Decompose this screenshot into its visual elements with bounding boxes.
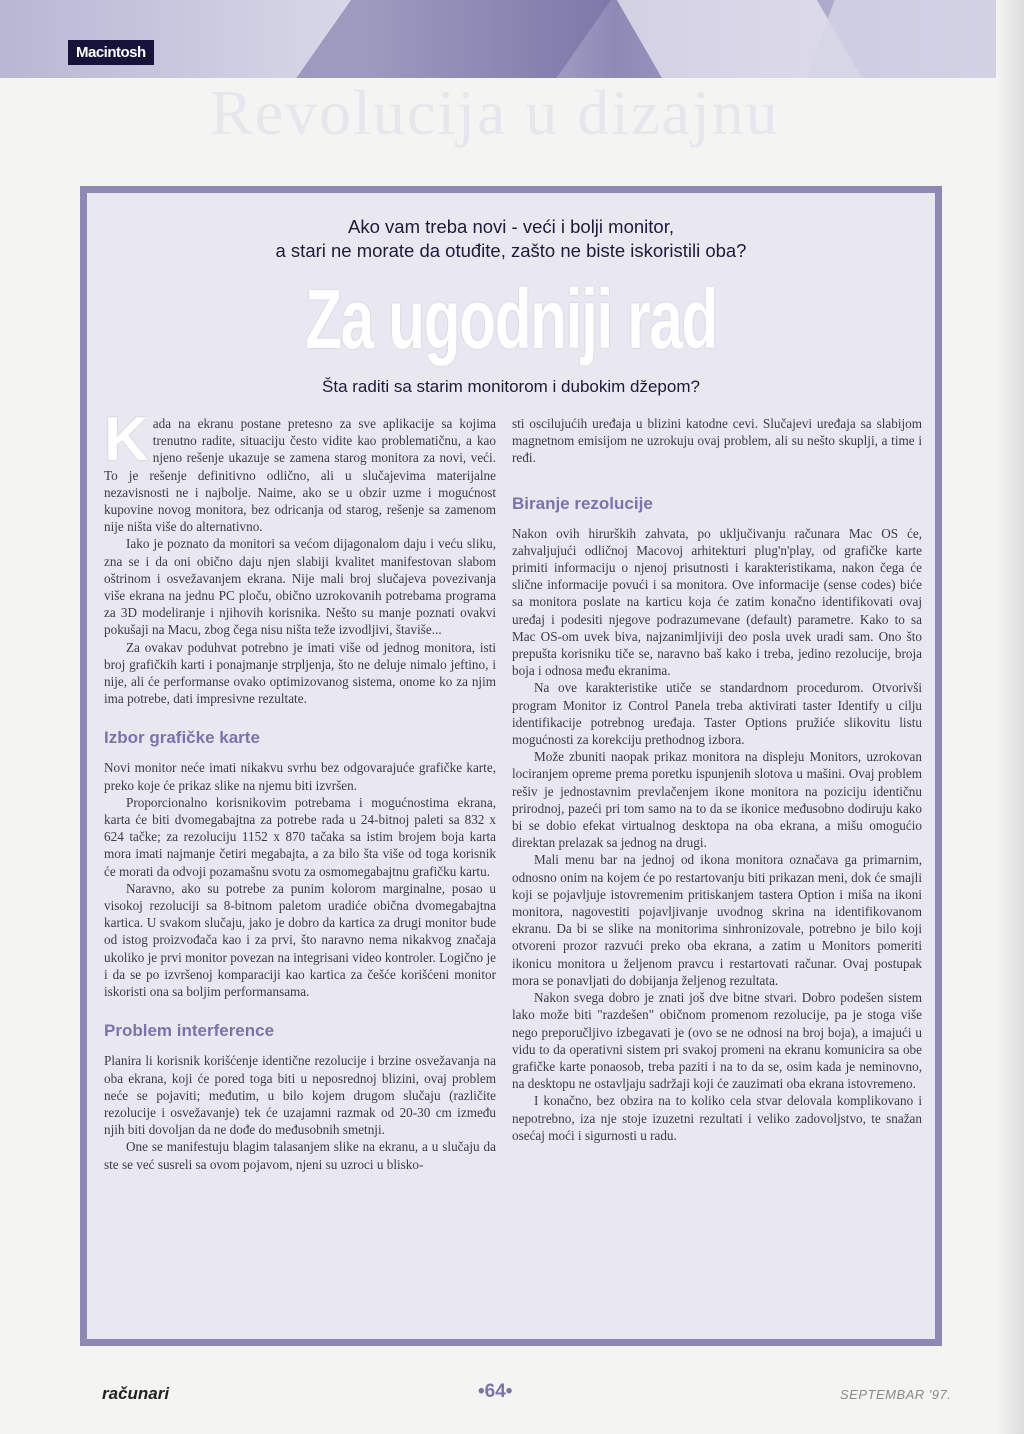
page-number: •64• — [478, 1381, 513, 1402]
paragraph-text: ada na ekranu postane pretesno za sve aplikacije sa kojima trenutno radite, situaciju često vidite kao problematičnu, a kao njeno rešenje ukazuje se zamena starog monitora za novi, veći. To je rešenje definitivno odlično, ali u slučajevima materijalne nezavisnosti ne i najbolje. Naime, ako se u obzir uzme i mogućnost kupovine novog monitora, bez odricanja od starog, rešenje sa zamenom nije ništa više do alternativno. — [104, 416, 496, 535]
paragraph: sti oscilujućih uređaja u blizini katodne cevi. Slučajevi uređaja sa slabijom magnetnom emisijom ne uzrokuju ovaj problem, ali su nešto skuplji, a time i ređi. — [512, 416, 922, 466]
paragraph: Može zbuniti naopak prikaz monitora na displeju Monitors, uzrokovan lociranjem opreme prema poretku ispunjenih slotova u mašini. Ovaj problem rešiv je jednostavnim prevlačenjem ikone monitora na poziciju identičnu prirodnoj, pazeći pri tom samo na to da se ikonice međusobno dodiruju kako bi se dobio efekat virtualnog desktopa na oba ekrana, a mišu omogućio direktan prelazak sa jednog na drugi. — [512, 749, 922, 851]
drop-cap: K — [104, 405, 149, 474]
section-tag: Macintosh — [68, 40, 154, 65]
paragraph: One se manifestuju blagim talasanjem slike na ekranu, a u slučaju da ste se već susreli sa ovom pojavom, njeni su uzroci u blisko- — [104, 1139, 496, 1172]
section-heading-biranje: Biranje rezolucije — [512, 493, 653, 513]
intro-paragraph — [104, 405, 496, 535]
banner-shape — [805, 0, 1024, 78]
paragraph: Novi monitor neće imati nikakvu svrhu bez odgovarajuće grafičke karte, preko koje će prikaz slike na njemu biti izvršen. — [104, 760, 496, 793]
section-heading-problem: Problem interference — [104, 1021, 275, 1041]
issue-date: SEPTEMBAR '97. — [840, 1387, 952, 1402]
paragraph: Nakon svega dobro je znati još dve bitne stvari. Dobro podešen sistem lako može biti "razdešen" običnom promenom rezolucije, pa je stoga više nego preporučljivo izbegavati je (ovo se ne odnosi na broj boja), a imajući u vidu to da operativni sistem pri svakoj promeni na ekranu komunicira sa obe grafičke karte ponaosob, treba paziti i na to da se, osim kada je neminovno, na desktopu ne ostavljaju sadržaji koji će zauzimati oba ekrana istovremeno. — [512, 990, 922, 1092]
article-frame — [80, 186, 942, 1346]
paragraph: Na ove karakteristike utiče se standardnom procedurom. Otvorivši program Monitor iz Control Panela treba aktivirati taster Identify u cilju identifikacije potrebnog uređaja. Taster Options pružiće slikovitu listu mogućnosti za korekciju prethodnog izbora. — [512, 680, 922, 748]
paragraph: Za ovakav poduhvat potrebno je imati više od jednog monitora, isti broj grafičkih karti i ponajmanje strpljenja, što ne deluje nimalo jeftino, i nije, ali će performanse ovako optimizovanog sistema, onome ko za njim ima potrebe, dati impresivne rezultate. — [104, 639, 496, 707]
section-heading-izbor: Izbor grafičke karte — [104, 728, 260, 748]
kicker-line: a stari ne morate da otuđite, zašto ne biste iskoristili oba? — [275, 240, 747, 261]
banner-shape — [288, 0, 632, 78]
right-column — [512, 415, 922, 1144]
paragraph: Mali menu bar na jednoj od ikona monitora označava ga primarnim, odnosno onim na kojem će po restartovanju biti prikazan meni, dok će smajli koji se pojavljuje istovremenim pritiskanjem tastera Option i miša na ikoni monitora, nagovestiti pojavljivanje uvodnog skrina na identifikovanom ekranu. Da bi se slike na monitorima sinhronizovale, potrebno je bilo koji otvoreni prozor razvući preko oba ekrana, a zatim u Monitors pomeriti ikonicu monitora u željenom pravcu i restartovati računar. Ovaj postupak mora se ponavljati do dobijanja željenog rezultata. — [512, 852, 922, 988]
top-banner — [0, 0, 1024, 78]
paragraph: Naravno, ako su potrebe za punim kolorom marginalne, posao u visokoj rezoluciji sa 8-bitnom paletom uradiće obična dvomegabajtna kartica. U svakom slučaju, jako je dobro da kartica za drugi monitor bude od istog proizvođača kao i za prvi, što naravno nema nikakvog značaja ukoliko je prvi monitor povezan na integrisani video kontroler. Logično je i da se po izvršenoj komparaciji kao kartica za češće korišćeni monitor iskoristi ona sa boljim performansama. — [104, 880, 496, 1000]
paragraph: Planira li korisnik korišćenje identične rezolucije i brzine osvežavanja na oba ekrana, koji će pored toga biti u neposrednoj blizini, ovaj problem neće se pojaviti; međutim, u bilo kojem drugom slučaju (različite rezolucije i osvežavanje) tek će uzajamni razmak od 20-30 cm između njih biti dovoljan da ne dođe do međusobnih smetnji. — [104, 1053, 496, 1138]
article-kicker — [87, 215, 935, 263]
paragraph: Proporcionalno korisnikovim potrebama i mogućnostima ekrana, karta će biti dvomegabajtna za potrebe rada u 24-bitnoj paleti sa 832 x 624 tačke; za rezoluciju 1152 x 870 tačaka sa istim brojem boja karta mora imati najmanje četiri megabajta, a za bilo šta više od toga korisnik će morati da odvoji pozamašnu svotu za osmomegabajtnu grafičku kartu. — [104, 794, 496, 879]
article-subtitle: Šta raditi sa starim monitorom i dubokim džepom? — [322, 377, 700, 396]
paragraph: Nakon ovih hirurških zahvata, po uključivanju računara Mac OS će, zahvaljujući odličnoj Macovoj arhitekturi plug'n'play, od grafičke karte primiti informaciju o njenoj prisutnosti i karakteristikama, nakon čega će slične informacije povući i sa monitora. Ove informacije (sense codes) biće sa monitora poslate na karticu koja će zatim konačno identifikovati ovaj uređaj i podesiti njegove podrazumevane (default) parametre. Kako to sa Mac OS-om uvek biva, najzanimljiviji deo posla uvek uradi sam. Ono što prepušta korisniku tiče se, naravno baš kako i treba, jedino rezolucije, broja boja i odnosa među ekranima. — [512, 525, 922, 679]
ghost-background-title: Revolucija u dizajnu — [210, 77, 780, 148]
paragraph: Iako je poznato da monitori sa većom dijagonalom daju i veću sliku, zna se i da oni obično daju njen slabiji kvalitet manifestovan slabom oštrinom i osvežavanjem ekrana. Nije mali broj slučajeva povezivanja više ekrana na jednu PC ploču, obično uzrokovanih potrebama programa za 3D modeliranje i njihovih korisnika. Nešto su manje poznati ovakvi pokušaji na Macu, zbog čega nisu ništa teže izvodljivi, štaviše... — [104, 536, 496, 638]
kicker-line: Ako vam treba novi - veći i bolji monitor, — [348, 216, 674, 237]
article-title: Za ugodniji rad — [305, 272, 717, 366]
paragraph: I konačno, bez obzira na to koliko cela stvar delovala komplikovano i nepotrebno, iza nje stoje izuzetni rezultati i veliko zadovoljstvo, te snažan osećaj moći i sigurnosti u radu. — [512, 1093, 922, 1143]
page-edge — [996, 0, 1024, 1434]
magazine-name: računari — [102, 1384, 170, 1403]
left-column — [104, 405, 496, 1173]
